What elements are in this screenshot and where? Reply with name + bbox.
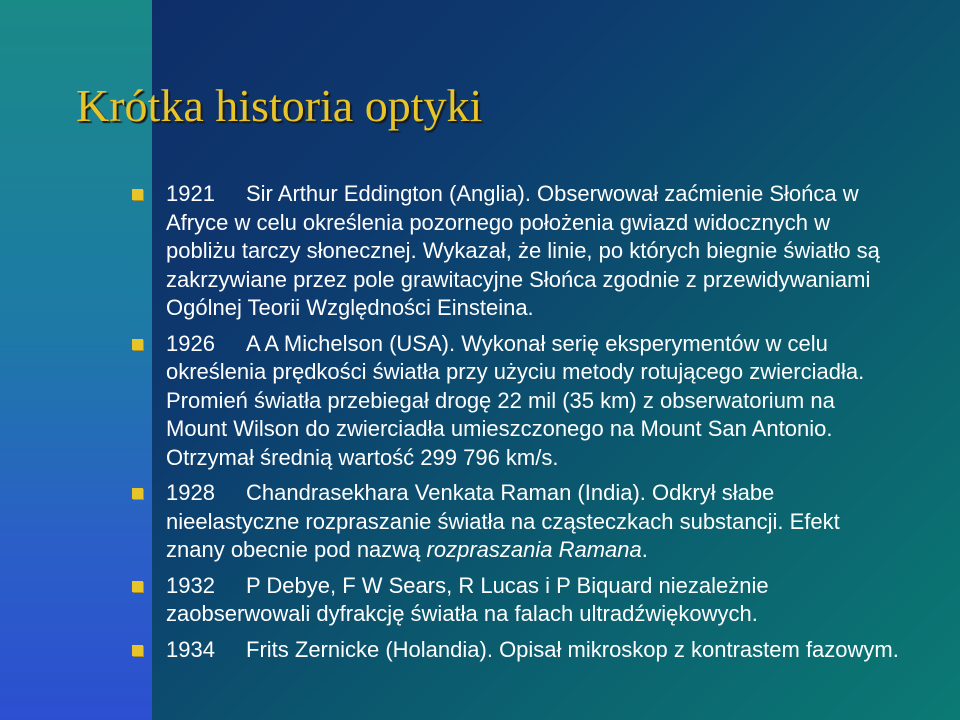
item-year: 1934 — [166, 636, 215, 662]
item-tail: . — [641, 537, 648, 562]
item-italic-term: rozpraszania Ramana — [426, 537, 642, 562]
list-item — [132, 330, 902, 473]
item-text: Obserwował zaćmienie Słońca w Afryce w celu określenia pozornego położenia gwiazd widocznych w pobliżu tarczy słonecznej. Wykazał, że linie, po których biegnie światło są zakrzywiane przez pole grawitacyjne Słońca zgodnie z przewidywaniami Ogólnej Teorii Względności Einsteina. — [166, 181, 880, 320]
item-text: Opisał mikroskop z kontrastem fazowym. — [492, 636, 899, 662]
item-name: Sir Arthur Eddington (Anglia). — [246, 181, 531, 206]
item-text: Odkrył słabe nieelastyczne rozpraszanie światła na cząsteczkach substancji. Efekt znany obecnie pod nazwą — [166, 480, 840, 562]
square-bullet-icon — [132, 339, 143, 350]
item-name: P Debye, F W Sears, R Lucas i P Biquard — [246, 572, 653, 598]
slide-title: Krótka historia optyki — [76, 80, 483, 131]
item-year: 1928 — [166, 480, 215, 505]
history-list — [132, 180, 902, 671]
item-name: Chandrasekhara Venkata Raman (India). — [246, 480, 646, 505]
square-bullet-icon — [132, 581, 143, 592]
item-text: niezależnie zaobserwowali dyfrakcję światła na falach ultradźwiękowych. — [166, 572, 769, 626]
item-year: 1932 — [166, 572, 215, 598]
item-name: A A Michelson (USA). — [246, 330, 456, 356]
list-item — [132, 479, 902, 565]
square-bullet-icon — [132, 488, 143, 499]
list-item — [132, 572, 902, 629]
square-bullet-icon — [132, 189, 143, 200]
item-year: 1926 — [166, 330, 215, 356]
list-item — [132, 636, 902, 665]
item-name: Frits Zernicke (Holandia). — [246, 636, 493, 662]
square-bullet-icon — [132, 645, 143, 656]
item-text: Wykonał serię eksperymentów w celu określenia prędkości światła przy użyciu metody rotującego zwierciadła. Promień światła przebiegał drogę 22 mil (35 km) z obserwatorium na Mount Wilson do zwierciadła umieszczonego na Mount San Antonio. Otrzymał średnią wartość 299 796 km/s. — [166, 330, 865, 470]
item-year: 1921 — [166, 181, 215, 206]
list-item — [132, 180, 902, 323]
